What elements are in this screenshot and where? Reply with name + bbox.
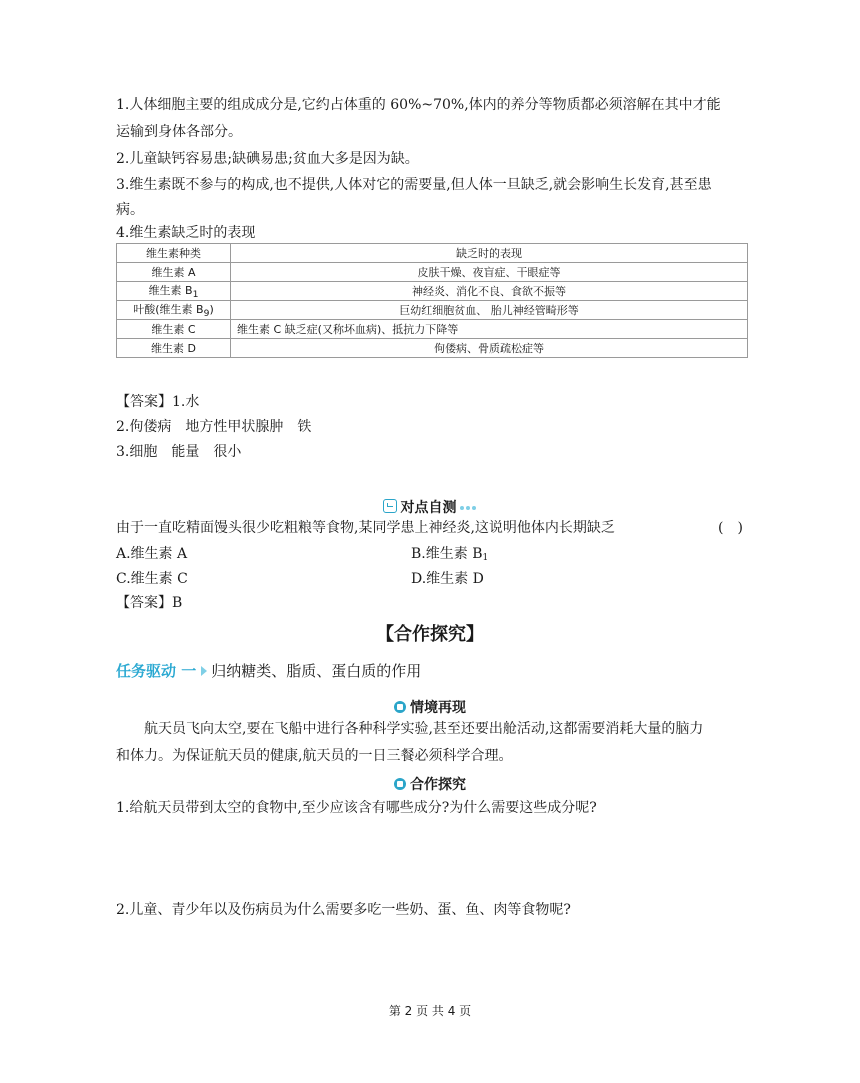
- answer-1-line-3: 3.细胞 能量 很小: [116, 444, 242, 460]
- answer-1-line-2: 2.佝偻病 地方性甲状腺肿 铁: [116, 419, 312, 435]
- question-1-line-2: 运输到身体各部分。: [116, 124, 242, 140]
- choice-c: C.维生素 C: [116, 571, 188, 587]
- self-test-question: 由于一直吃精面馒头很少吃粗粮等食物,某同学患上神经炎,这说明他体内长期缺乏: [116, 520, 615, 536]
- vitamin-kind: 维生素 C: [117, 320, 231, 339]
- vitamin-symptom: 神经炎、消化不良、食欲不振等: [231, 282, 748, 301]
- question-4: 4.维生素缺乏时的表现: [116, 225, 256, 241]
- vitamin-symptom: 皮肤干燥、夜盲症、干眼症等: [231, 263, 748, 282]
- explore-question-2: 2.儿童、青少年以及伤病员为什么需要多吃一些奶、蛋、鱼、肉等食物呢?: [116, 902, 571, 918]
- choice-b: [411, 544, 488, 568]
- scene-line-1: 航天员飞向太空,要在飞船中进行各种科学实验,甚至还要出舱活动,这都需要消耗大量的脑力: [144, 721, 704, 737]
- dots-icon: [460, 498, 478, 514]
- self-test-label: 对点自测: [400, 500, 457, 516]
- task-tag: 任务驱动 一: [116, 662, 197, 680]
- table-row: [117, 282, 748, 301]
- table-header-kind: 维生素种类: [117, 244, 231, 263]
- vitamin-symptom: 巨幼红细胞贫血、 胎儿神经管畸形等: [231, 301, 748, 320]
- answer-blank: ( ): [718, 520, 743, 536]
- scene-icon: [394, 701, 406, 713]
- edit-check-icon: [383, 499, 397, 513]
- vitamin-symptom: 维生素 C 缺乏症(又称坏血病)、抵抗力下降等: [231, 320, 748, 339]
- answer-1-line-1: 【答案】1.水: [116, 394, 200, 410]
- vitamin-kind: [117, 282, 231, 301]
- table-header-row: [117, 244, 748, 263]
- vitamin-kind: [117, 301, 231, 320]
- vitamin-table: [116, 243, 748, 358]
- self-test-answer: 【答案】B: [116, 595, 183, 611]
- page-footer: 第 2 页 共 4 页: [388, 1004, 472, 1018]
- choice-b-subscript: 1: [482, 553, 489, 563]
- choice-d: D.维生素 D: [411, 571, 484, 587]
- vitamin-kind-main: 叶酸(维生素 B: [133, 303, 204, 317]
- table-row: [117, 320, 748, 339]
- question-3-line-2: 病。: [116, 202, 144, 218]
- section-title: 【合作探究】: [376, 624, 484, 645]
- vitamin-kind: 维生素 D: [117, 339, 231, 358]
- vitamin-kind-main: 维生素 B: [148, 284, 193, 297]
- vitamin-kind-tail: ): [209, 303, 214, 317]
- table-header-symptom: 缺乏时的表现: [231, 244, 748, 263]
- vitamin-kind: 维生素 A: [117, 263, 231, 282]
- table-row: [117, 263, 748, 282]
- table-row: [117, 301, 748, 320]
- explore-question-1: 1.给航天员带到太空的食物中,至少应该含有哪些成分?为什么需要这些成分呢?: [116, 800, 597, 816]
- task-heading: [116, 660, 421, 682]
- explore-label: 合作探究: [410, 777, 466, 793]
- table-row: [117, 339, 748, 358]
- arrow-right-icon: [201, 666, 207, 676]
- self-test-badge: [0, 497, 860, 517]
- explore-badge: [0, 774, 860, 794]
- vitamin-kind-subscript: 1: [192, 289, 199, 301]
- choice-a: A.维生素 A: [116, 546, 188, 562]
- question-1-line-1: 1.人体细胞主要的组成成分是,它约占体重的 60%~70%,体内的养分等物质都必须溶解在其中才能: [116, 97, 721, 113]
- scene-line-2: 和体力。为保证航天员的健康,航天员的一日三餐必须科学合理。: [116, 748, 513, 764]
- explore-icon: [394, 778, 406, 790]
- question-3-line-1: 3.维生素既不参与的构成,也不提供,人体对它的需要量,但人体一旦缺乏,就会影响生长发育,甚至患: [116, 177, 712, 193]
- scene-label: 情境再现: [410, 700, 466, 716]
- task-text: 归纳糖类、脂质、蛋白质的作用: [211, 662, 422, 680]
- choice-b-main: B.维生素 B: [411, 546, 483, 562]
- vitamin-symptom: 佝偻病、骨质疏松症等: [231, 339, 748, 358]
- vitamin-kind-subscript: 9: [203, 308, 210, 320]
- scene-badge: [0, 697, 860, 717]
- question-2: 2.儿童缺钙容易患;缺碘易患;贫血大多是因为缺。: [116, 151, 419, 167]
